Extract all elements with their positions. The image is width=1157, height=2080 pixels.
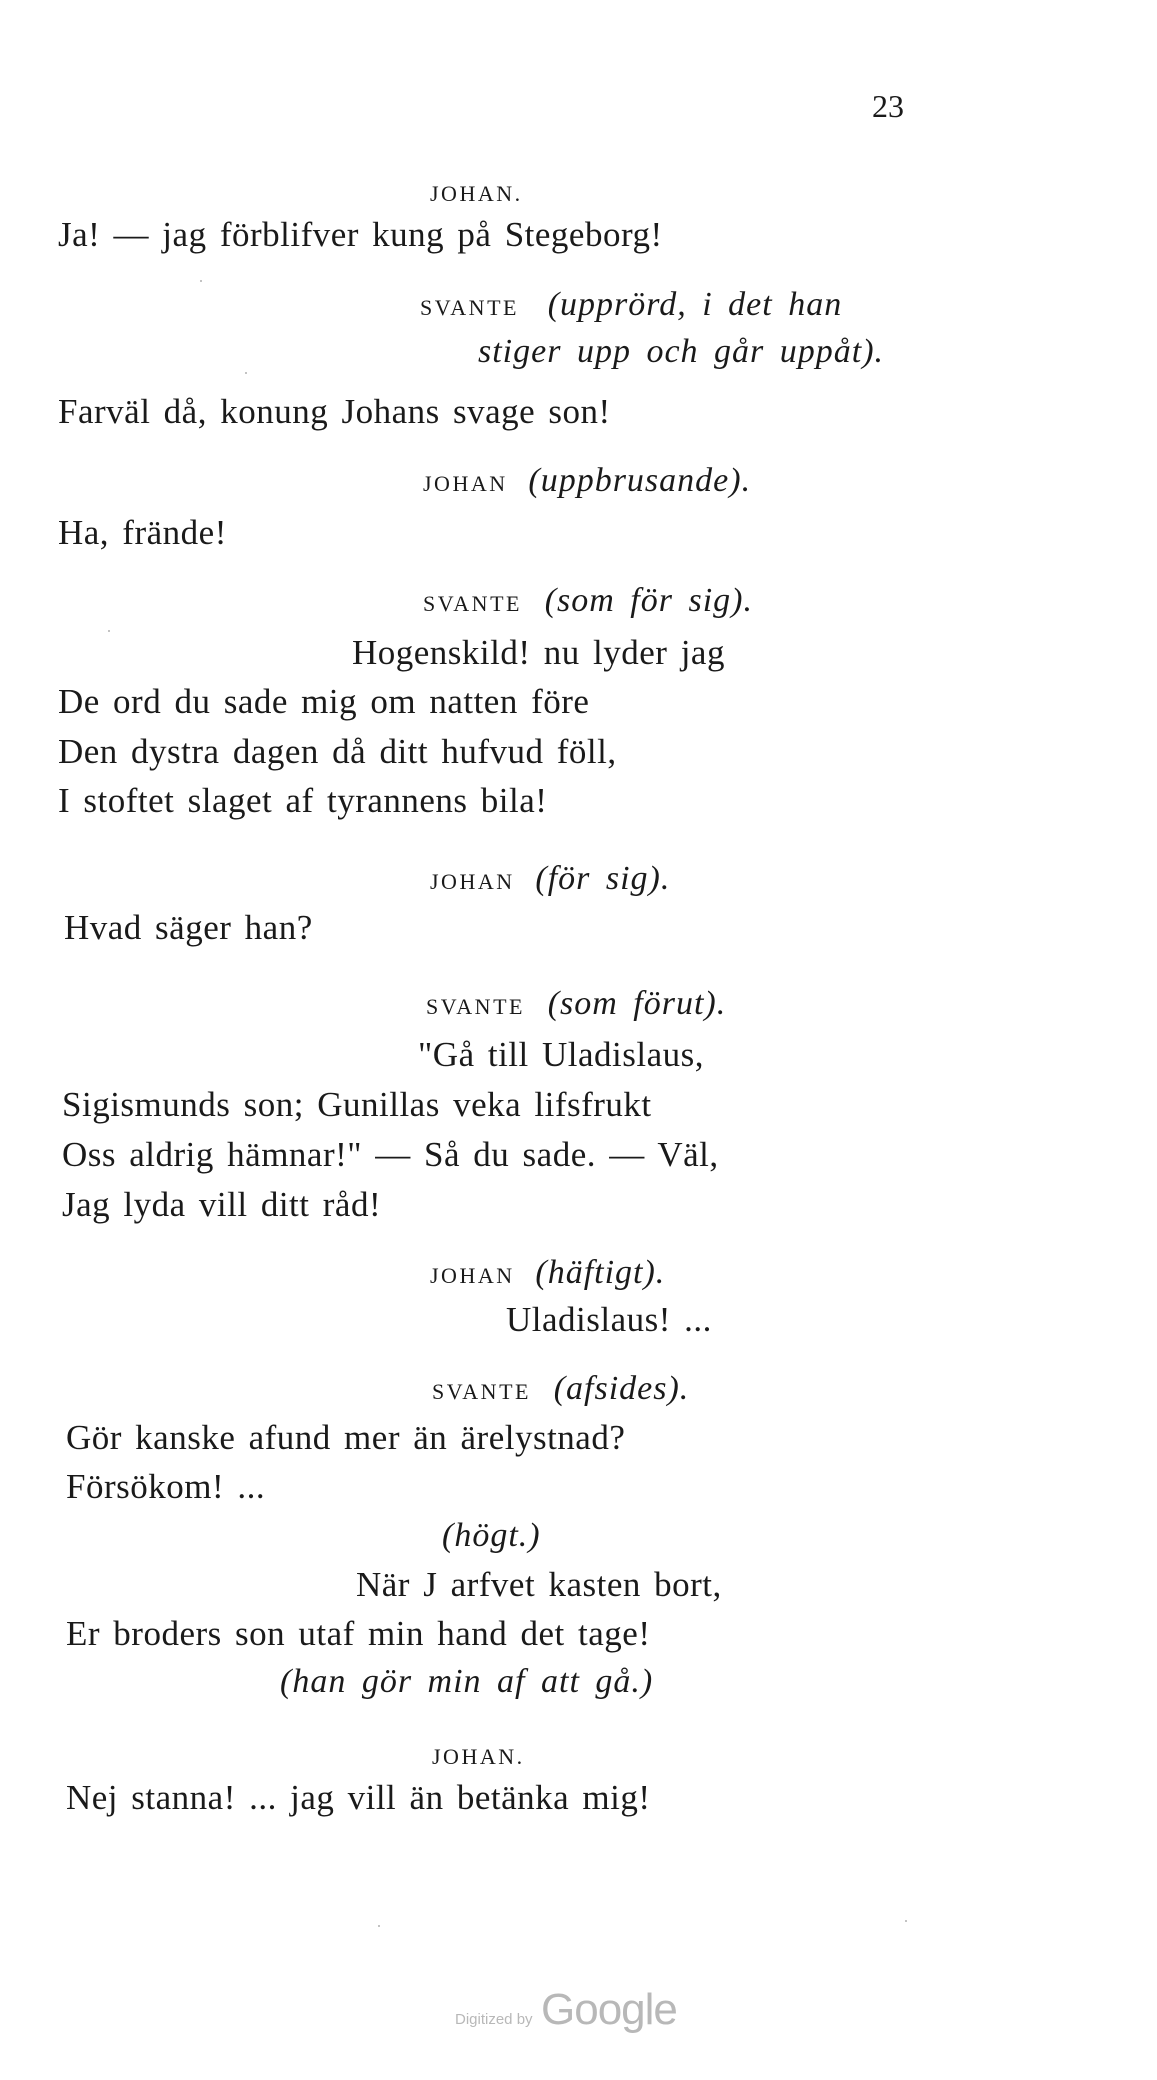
speaker-name: SVANTE xyxy=(432,1379,531,1404)
verse-line: Sigismunds son; Gunillas veka lifsfrukt xyxy=(62,1085,652,1124)
speaker-name: JOHAN xyxy=(423,471,508,496)
page-number: 23 xyxy=(872,88,904,124)
speaker-name: JOHAN xyxy=(430,1263,515,1288)
verse-line: Farväl då, konung Johans svage son! xyxy=(58,392,611,431)
stage-direction: (afsides). xyxy=(553,1370,690,1407)
speaker-heading xyxy=(423,460,751,500)
stage-direction: (häftigt). xyxy=(535,1254,666,1291)
scan-speck xyxy=(378,1925,380,1927)
speaker-name: JOHAN. xyxy=(430,181,523,206)
verse-line: Uladislaus! ... xyxy=(506,1300,712,1339)
verse-line: När J arfvet kasten bort, xyxy=(356,1565,722,1604)
stage-direction: (som för sig). xyxy=(544,582,753,619)
verse-line: Den dystra dagen då ditt hufvud föll, xyxy=(58,732,617,771)
stage-direction: (uppbrusande). xyxy=(528,462,752,499)
verse-line: Ha, frände! xyxy=(58,513,227,552)
verse-line: "Gå till Uladislaus, xyxy=(418,1035,705,1074)
stage-direction: stiger upp och går uppåt). xyxy=(478,333,885,370)
verse-line: I stoftet slaget af tyrannens bila! xyxy=(58,781,548,820)
stage-direction: (som förut). xyxy=(547,985,727,1022)
digitized-watermark xyxy=(455,1985,677,2035)
speaker-heading xyxy=(423,580,753,620)
verse-line: Hvad säger han? xyxy=(64,908,313,947)
digitized-by-label: Digitized by xyxy=(455,2011,533,2028)
scan-speck xyxy=(200,280,202,282)
stage-direction: (för sig). xyxy=(535,860,671,897)
scan-speck xyxy=(905,1920,907,1922)
speaker-heading xyxy=(432,1368,689,1408)
verse-line: Gör kanske afund mer än ärelystnad? xyxy=(66,1418,626,1457)
speaker-heading xyxy=(430,1252,665,1292)
speaker-heading xyxy=(420,284,842,324)
verse-line: Er broders son utaf min hand det tage! xyxy=(66,1614,651,1653)
verse-line: Ja! — jag förblifver kung på Stegeborg! xyxy=(58,215,663,254)
scan-speck xyxy=(245,372,247,374)
speaker-heading xyxy=(430,858,670,898)
verse-line: Hogenskild! nu lyder jag xyxy=(352,633,725,672)
scan-speck xyxy=(108,630,110,632)
google-logo: Google xyxy=(541,1985,677,2034)
speaker-heading xyxy=(430,170,523,210)
verse-line: Oss aldrig hämnar!" — Så du sade. — Väl, xyxy=(62,1135,719,1174)
speaker-name: JOHAN. xyxy=(432,1744,525,1769)
verse-line: Nej stanna! ... jag vill än betänka mig! xyxy=(66,1778,651,1817)
stage-direction: (han gör min af att gå.) xyxy=(280,1663,654,1700)
speaker-heading xyxy=(426,983,726,1023)
speaker-name: JOHAN xyxy=(430,869,515,894)
stage-direction: (högt.) xyxy=(442,1517,541,1554)
speaker-name: SVANTE xyxy=(426,994,525,1019)
speaker-name: SVANTE xyxy=(423,591,522,616)
speaker-name: SVANTE xyxy=(420,295,519,320)
verse-line: Jag lyda vill ditt råd! xyxy=(62,1185,382,1224)
speaker-heading xyxy=(432,1733,525,1773)
verse-line: De ord du sade mig om natten före xyxy=(58,682,590,721)
stage-direction: (upprörd, i det han xyxy=(547,286,843,323)
verse-line: Försökom! ... xyxy=(66,1467,266,1506)
